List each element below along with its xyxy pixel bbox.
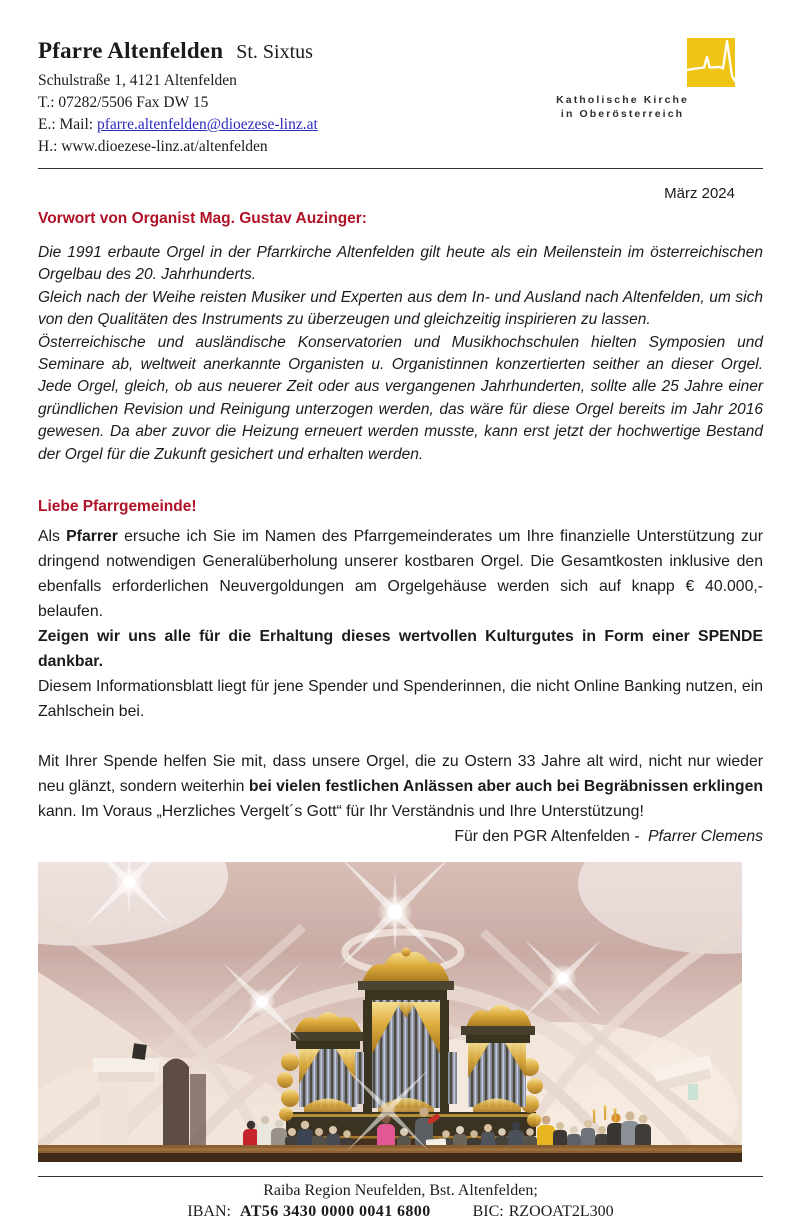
photo-container (38, 862, 763, 1162)
email-label: E.: Mail: (38, 116, 97, 133)
text-run: Als (38, 528, 67, 546)
iban-value: AT56 3430 0000 0041 6800 (239, 1203, 431, 1221)
logo-text-line2: in Oberösterreich (560, 107, 685, 120)
organ-photo (38, 862, 742, 1162)
church-skyline-icon (687, 38, 735, 87)
email-link[interactable]: pfarre.altenfelden@dioezese-linz.at (96, 116, 318, 133)
signoff-text: Für den PGR Altenfelden - (454, 828, 644, 846)
organist-foreword (38, 242, 763, 466)
text-run-bold: Pfarrer (66, 528, 118, 546)
signoff (38, 828, 763, 846)
foreword-paragraph: Gleich nach der Weihe reisten Musiker und Experten aus dem In- und Ausland nach Altenfelden, um sich von den Qualitäten des Instruments zu überzeugen und gleichzeitig inspirieren zu lassen. (38, 288, 763, 329)
appeal-paragraph (38, 524, 763, 624)
text-run: Mit Ihrer Spende helfen Sie mit, dass unsere Orgel, die zu Ostern 33 Jahre alt wird, nicht nur wieder neu glänzt, sondern weiterhin (38, 753, 763, 796)
text-run: ersuche ich Sie im Namen des Pfarrgemeinderates um Ihre finanzielle Unterstützung zur dringend notwendigen Generalüberholung unserer kostbaren Orgel. Die Gesamtkosten inklusive den ebenfalls erforderlichen Neuvergoldungen am Orgelgehäuse werden sich auf knapp € 40.000,- belaufen. (38, 528, 763, 621)
iban-label: IBAN: (187, 1203, 231, 1221)
zahlschein-paragraph: Diesem Informationsblatt liegt für jene Spender und Spenderinnen, die nicht Online Banking nutzen, ein Zahlschein bei. (38, 678, 763, 721)
bic-label: BIC: (472, 1203, 504, 1221)
signoff-name: Pfarrer Clemens (648, 828, 763, 846)
diocese-logo-text (556, 94, 689, 121)
diocese-logo (556, 38, 735, 121)
bic-value: RZOOAT2L300 (508, 1203, 614, 1221)
foreword-paragraph: Die 1991 erbaute Orgel in der Pfarrkirche Altenfelden gilt heute als ein Meilenstein im österreichischen Orgelbau des 20. Jahrhunderts. (38, 244, 763, 284)
liebe-pfarrgemeinde-heading: Liebe Pfarrgemeinde! (38, 498, 197, 516)
text-run-bold: bei vielen festlichen Anlässen aber auch bei Begräbnissen erklingen (248, 778, 763, 796)
parish-name: Pfarre Altenfelden (38, 38, 224, 63)
bank-account-line (38, 1201, 763, 1223)
phone-line: T.: 07282/5506 Fax DW 15 (38, 94, 209, 111)
letterhead (38, 38, 763, 158)
separator-line-top (38, 168, 763, 169)
foreword-paragraph: Österreichische und ausländische Konservatorien und Musikhochschulen hielten Symposien und Seminare ab, weltweit anerkannte Organisten u. Organistinnen konzertierten seither an dieser Orgel. Jede Orgel, gleich, ob aus neuerer Zeit oder aus vergangenen Jahrhunderten, sollte alle 25 Jahre einer gründlichen Revision und Reinigung unterzogen werden, das wäre für diese Orgel bereits im Jahr 2016 gewesen. Da aber zuvor die Heizung erneuert werden musste, kann erst jetzt der hochwertige Bestand der Orgel für die Zukunft gesichert und erhalten werden. (38, 333, 763, 463)
parish-patron: St. Sixtus (236, 41, 313, 63)
vorwort-heading: Vorwort von Organist Mag. Gustav Auzinger: (38, 210, 367, 227)
website-line: H.: www.dioezese-linz.at/altenfelden (38, 138, 268, 155)
separator-line-bottom (38, 1176, 763, 1177)
address-line: Schulstraße 1, 4121 Altenfelden (38, 72, 237, 89)
spende-bold-line (38, 624, 763, 674)
date: März 2024 (664, 185, 735, 202)
text-run: kann. Im Voraus „Herzliches Vergelt´s Gott“ für Ihr Verständnis und Ihre Unterstützung! (38, 803, 644, 821)
logo-text-line1: Katholische Kirche (556, 94, 689, 106)
spende-help-paragraph (38, 749, 763, 824)
bank-name-line: Raiba Region Neufelden, Bst. Altenfelden; (263, 1182, 538, 1200)
text-run-bold: Zeigen wir uns alle für die Erhaltung dieses wertvollen Kulturgutes in Form einer SPENDE dankbar. (38, 628, 763, 671)
